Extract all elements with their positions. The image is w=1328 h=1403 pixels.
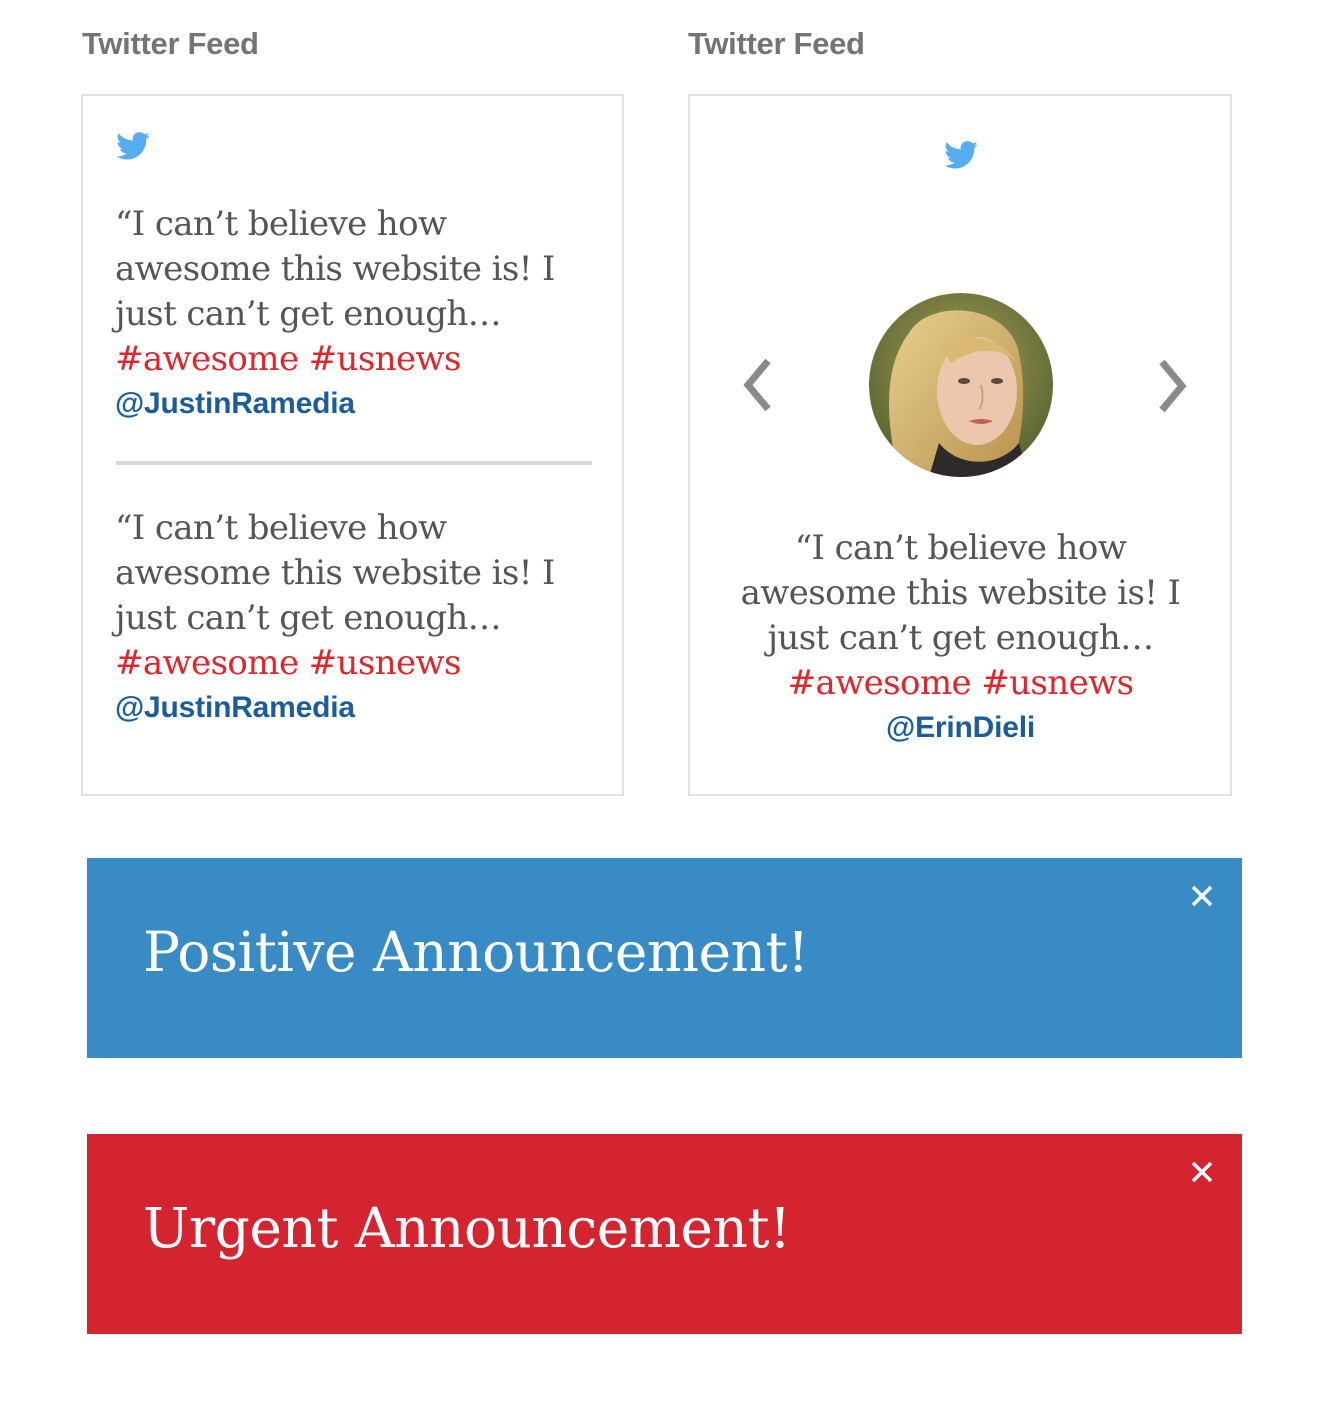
avatar-photo bbox=[869, 293, 1053, 477]
twitter-feed-card-carousel bbox=[688, 94, 1232, 796]
tweet-hashtags[interactable]: #awesome #usnews bbox=[115, 643, 461, 683]
twitter-bird-icon[interactable] bbox=[944, 141, 978, 169]
banner-text: Positive Announcement! bbox=[143, 920, 809, 984]
tweet-handle[interactable]: @ErinDieli bbox=[886, 711, 1035, 744]
tweet-handle[interactable]: @JustinRamedia bbox=[115, 691, 355, 724]
avatar bbox=[869, 293, 1053, 477]
tweet-handle[interactable]: @JustinRamedia bbox=[115, 387, 355, 420]
tweet-hashtags[interactable]: #awesome #usnews bbox=[115, 339, 461, 379]
tweet-hashtags[interactable]: #awesome #usnews bbox=[787, 663, 1134, 703]
urgent-announcement-banner bbox=[87, 1134, 1242, 1334]
twitter-bird-icon[interactable] bbox=[116, 132, 150, 160]
tweet-item bbox=[720, 526, 1201, 750]
feed-title-right: Twitter Feed bbox=[688, 26, 865, 61]
tweet-text: “I can’t believe how awesome this website is! I just can’t get enough… bbox=[115, 204, 555, 334]
close-icon[interactable] bbox=[1188, 1158, 1216, 1186]
feed-title-left: Twitter Feed bbox=[82, 26, 259, 61]
chevron-left-icon[interactable] bbox=[740, 357, 774, 413]
chevron-right-icon[interactable] bbox=[1156, 358, 1190, 414]
tweet-text: “I can’t believe how awesome this website is! I just can’t get enough… bbox=[740, 528, 1181, 658]
positive-announcement-banner bbox=[87, 858, 1242, 1058]
tweet-text: “I can’t believe how awesome this website is! I just can’t get enough… bbox=[115, 508, 555, 638]
tweet-divider bbox=[116, 461, 592, 465]
close-icon[interactable] bbox=[1188, 882, 1216, 910]
tweet-item bbox=[115, 202, 585, 426]
twitter-feed-card-list bbox=[81, 94, 624, 796]
tweet-item bbox=[115, 506, 585, 730]
banner-text: Urgent Announcement! bbox=[143, 1196, 791, 1260]
